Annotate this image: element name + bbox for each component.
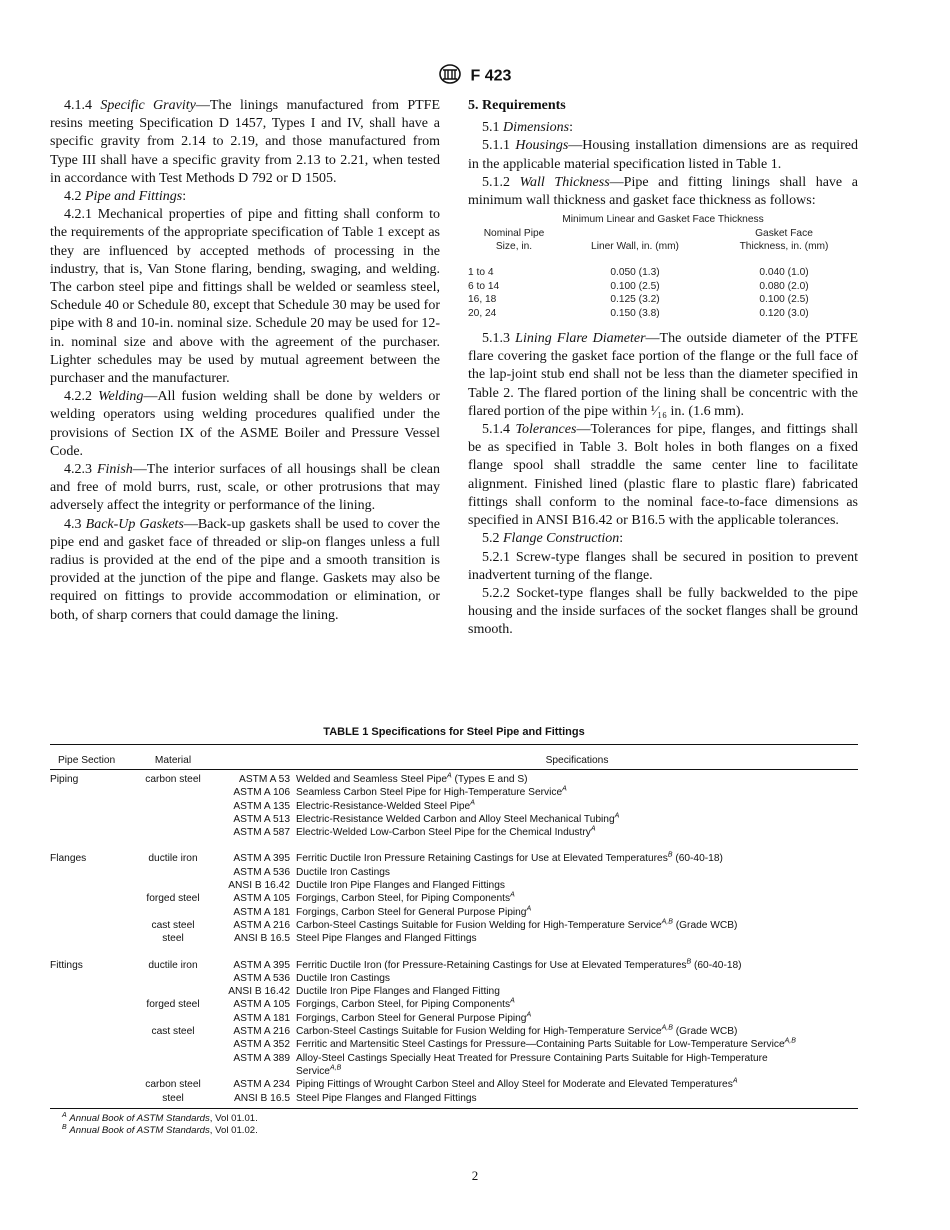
paragraph-5-2-2: 5.2.2 Socket-type flanges shall be fully backwelded to the pipe housing and the inside surfaces of the socket flanges shall be ground smooth. (468, 585, 858, 638)
table-row (50, 786, 858, 799)
spec-description-cell: Alloy-Steel Castings Specially Heat Treated for Pressure Containing Parts Suitable for High-Temperature (296, 1052, 768, 1064)
material-cell (136, 906, 210, 919)
spec-description-cell: Forgings, Carbon Steel for General Purpose Piping$^A$ (296, 1011, 532, 1024)
min-thickness-header-row: Size, in. Liner Wall, in. (mm) Thickness, in. (mm) (495, 241, 829, 253)
table-row (50, 1052, 858, 1065)
spec-code-cell: ASTM A 352 (233, 1039, 290, 1051)
table-row (50, 800, 858, 813)
table-1-header-row (50, 745, 858, 770)
paragraph-4-2-1: 4.2.1 Mechanical properties of pipe and fitting shall conform to the requirements of the appropriate specification of Table 1 except as they are influenced by accepted methods of processing in the industry, that is, Van Stone flaring, bending, swaging, and welding. The carbon steel pipe and fittings shall be welded or seamless steel, Schedule 40 or Schedule 80, except that Schedule 30 may be used for pipe with 8 and 10-in. nominal size. Schedule 20 may be used for 12-in. nominal size and above with the agreement of the purchaser. Lighter schedules may be used by mutual agreement between the purchaser and the manufacturer. (50, 207, 440, 387)
table-row (50, 773, 858, 786)
spec-description-cell: Piping Fittings of Wrought Carbon Steel and Alloy Steel for Moderate and Elevated Temperatures$^A$ (296, 1077, 738, 1091)
table-group (50, 852, 858, 945)
pipe-section-cell: Piping (50, 774, 79, 785)
spec-code-cell: ANSI B 16.42 (228, 986, 290, 998)
spec-code-cell: ASTM A 536 (233, 866, 290, 878)
spec-description-cell: Ferritic Ductile Iron Pressure Retaining Castings for Use at Elevated Temperatures$^B$ (60-40-18) (296, 852, 723, 865)
material-cell (136, 866, 210, 879)
spec-code-cell: ASTM A 105 (233, 893, 290, 905)
spec-code-cell (210, 1065, 296, 1078)
spec-code-cell: ASTM A 135 (233, 800, 290, 812)
table-row (50, 826, 858, 839)
table-group (50, 959, 858, 1105)
paragraph-5-2-1: 5.2.1 Screw-type flanges shall be secured in position to prevent inadvertent turning of the flange. (468, 549, 859, 583)
pipe-section-cell (50, 879, 136, 892)
pipe-section-cell (50, 1038, 136, 1051)
paragraph-5-1-2: 5.1.2 Wall Thickness—Pipe and fitting linings shall have a minimum wall thickness and gasket face thickness as follows: (468, 174, 859, 209)
pipe-section-cell (50, 826, 136, 839)
paragraph-4-2-2: 4.2.2 Welding—All fusion welding shall be done by welders or welding operators using welding procedures qualified under the provisions of Section IX of the ASME Boiler and Pressure Vessel Code. (50, 389, 440, 459)
section-heading: 5. Requirements (468, 98, 566, 113)
spec-code-cell: ASTM A 513 (233, 813, 290, 825)
material-cell: carbon steel (145, 774, 201, 785)
spec-description-cell: Forgings, Carbon Steel, for Piping Components$^A$ (296, 998, 515, 1011)
table-row (50, 919, 858, 932)
spec-description-cell: Ductile Iron Castings (296, 972, 390, 984)
spec-code-cell: ASTM A 216 (233, 919, 290, 931)
pipe-section-cell (50, 972, 136, 985)
min-thickness-header-row: Nominal Pipe Gasket Face (483, 227, 813, 239)
spec-description-cell: Ductile Iron Pipe Flanges and Flanged Fitting (296, 986, 500, 998)
material-cell (136, 786, 210, 799)
paragraph-5-1-4: 5.1.4 Tolerances—Tolerances for pipe, flanges, and fittings shall be as specified in Table 3. Bolt holes in both flanges on a fixed flange spool shall straddle the same center line to facilitate alignment. Finished lined (plastic flare to plastic flare) fabricated fittings shall conform to the nominal face-to-face dimensions as specified in ANSI B16.42 or B16.5 with the applicable tolerances. (468, 422, 859, 529)
pipe-section-cell (50, 1012, 136, 1025)
pipe-section-cell (50, 866, 136, 879)
table-row: 16, 18 0.125 (3.2) 0.100 (2.5) (468, 294, 809, 306)
left-column (50, 97, 440, 625)
spec-description-cell: Electric-Resistance-Welded Steel Pipe$^A$ (296, 799, 475, 812)
material-cell (136, 1052, 210, 1065)
pipe-section-cell (50, 998, 136, 1011)
material-cell (136, 879, 210, 892)
paragraph-5-1-1: 5.1.1 Housings—Housing installation dimensions are as required in the applicable material specification listed in Table 1. (468, 138, 858, 172)
material-cell: steel (162, 933, 184, 945)
table-row (50, 1078, 858, 1091)
spec-code-cell: ASTM A 53 (239, 774, 290, 785)
page-header (0, 64, 950, 89)
table-1-body (50, 770, 858, 1109)
pipe-section-cell (50, 813, 136, 826)
paragraph-4-3: 4.3 Back-Up Gaskets—Back-up gaskets shall be used to cover the pipe end and gasket face of threaded or slip-on flanges unless a full radius is provided at the end of the pipe and a smooth transition is provided at the junction of the pipe and flange. Gaskets may also be required on fittings to provide accommodation or elimination, or both, of sharp corners that could damage the lining. (50, 516, 441, 623)
spec-code-cell: ASTM A 587 (233, 827, 290, 839)
spec-description-cell: Electric-Resistance Welded Carbon and Alloy Steel Mechanical Tubing$^A$ (296, 812, 620, 825)
material-cell (136, 985, 210, 998)
pipe-section-cell (50, 786, 136, 799)
table-row (50, 1038, 858, 1051)
pipe-section-cell (50, 1025, 136, 1038)
paragraph-4-2: 4.2 Pipe and Fittings: (64, 189, 187, 205)
material-cell: ductile iron (148, 853, 198, 865)
table-row (50, 906, 858, 919)
spec-description-cell: Carbon-Steel Castings Suitable for Fusion Welding for High-Temperature Service$^{A,B}$ (Grade WCB) (296, 1024, 738, 1038)
table-row (50, 1092, 858, 1105)
pipe-section-cell: Flanges (50, 853, 87, 865)
spec-description-cell: Steel Pipe Flanges and Flanged Fittings (296, 1092, 477, 1104)
pipe-section-cell (50, 1052, 136, 1065)
material-cell (136, 972, 210, 985)
spec-description-cell: Electric-Welded Low-Carbon Steel Pipe for the Chemical Industry$^A$ (296, 825, 596, 839)
table-row (50, 892, 858, 905)
material-cell: forged steel (146, 999, 200, 1011)
pipe-section-cell: Fittings (50, 959, 83, 971)
pipe-section-cell (50, 919, 136, 932)
spec-code-cell: ASTM A 389 (233, 1052, 290, 1064)
pipe-section-cell (50, 892, 136, 905)
table-row (50, 1012, 858, 1025)
page-number: 2 (471, 1168, 479, 1183)
spec-code-cell: ANSI B 16.42 (228, 880, 290, 892)
spec-description-cell: Forgings, Carbon Steel, for Piping Components$^A$ (296, 891, 515, 905)
pipe-section-cell (50, 985, 136, 998)
pipe-section-cell (50, 932, 136, 945)
astm-logo-icon (439, 64, 461, 89)
paragraph-5-1: 5.1 Dimensions: (482, 120, 574, 136)
spec-description-cell: Service$^{A,B}$ (296, 1064, 342, 1077)
material-cell: cast steel (151, 919, 195, 931)
spec-code-cell: ASTM A 395 (233, 959, 290, 971)
table-1 (50, 726, 858, 1138)
spec-description-cell: Ductile Iron Castings (296, 866, 390, 878)
pipe-section-cell (50, 1065, 136, 1078)
spec-code-cell: ASTM A 234 (233, 1079, 290, 1091)
table-row (50, 852, 858, 865)
table-row: 20, 24 0.150 (3.8) 0.120 (3.0) (468, 307, 809, 319)
material-cell: cast steel (151, 1026, 195, 1038)
paragraph-5-1-3: 5.1.3 Lining Flare Diameter—The outside diameter of the PTFE flare covering the gasket face portion of the flange or the full face of the lap-joint stub end shall not be less than the diameter specified in Table 2. The flared portion of the lining shall be concentric with the flared portion of the pipe within ¹⁄₁₆ in. (1.6 mm). (468, 331, 859, 419)
column-header: Specifications (545, 755, 609, 766)
table-row (50, 866, 858, 879)
spec-code-cell: ANSI B 16.5 (233, 933, 290, 945)
right-column (468, 97, 858, 640)
table-row (50, 959, 858, 972)
paragraph-4-1-4: 4.1.4 Specific Gravity—The linings manufactured from PTFE resins meeting Specification D 1457, Types I and IV, shall have a specific gravity from 2.14 to 2.19, and those manufactured from Type III shall have a specific gravity from 2.13 to 2.21, when tested in accordance with Test Methods D 792 or D 1505. (50, 98, 441, 186)
material-cell: carbon steel (145, 1079, 201, 1091)
spec-description-cell: Welded and Seamless Steel Pipe$^A$ (Types E and S) (296, 772, 528, 785)
table-row: 1 to 4 0.050 (1.3) 0.040 (1.0) (468, 267, 809, 279)
material-cell (136, 813, 210, 826)
material-cell: forged steel (146, 893, 200, 905)
table-row: 6 to 14 0.100 (2.5) 0.080 (2.0) (468, 280, 809, 292)
table-row (50, 879, 858, 892)
table-group (50, 773, 858, 839)
table-row (50, 998, 858, 1011)
material-cell: steel (162, 1092, 184, 1104)
spec-code-cell: ASTM A 536 (233, 972, 290, 984)
spec-description-cell: Forgings, Carbon Steel for General Purpose Piping$^A$ (296, 905, 532, 918)
material-cell (136, 1012, 210, 1025)
spec-description-cell: Carbon-Steel Castings Suitable for Fusion Welding for High-Temperature Service$^{A,B}$ (Grade WCB) (296, 918, 738, 931)
spec-description-cell: Seamless Carbon Steel Pipe for High-Temperature Service$^A$ (296, 785, 567, 799)
pipe-section-cell (50, 1092, 136, 1105)
spec-description-cell: Ductile Iron Pipe Flanges and Flanged Fittings (296, 880, 505, 892)
min-thickness-title: Minimum Linear and Gasket Face Thickness (562, 214, 764, 226)
spec-description-cell: Ferritic and Martensitic Steel Castings for Pressure—Containing Parts Suitable for Low-Temperature Service$^{A,B}$ (296, 1037, 796, 1051)
pipe-section-cell (50, 906, 136, 919)
spec-description-cell: Steel Pipe Flanges and Flanged Fittings (296, 933, 477, 945)
spec-code-cell: ASTM A 105 (233, 999, 290, 1011)
table-1-footnotes (50, 1113, 858, 1138)
min-thickness-table (468, 213, 858, 320)
column-header: Material (154, 755, 192, 766)
material-cell (136, 1038, 210, 1051)
spec-description-cell: Ferritic Ductile Iron (for Pressure-Retaining Castings for Use at Elevated Temperatures$^B$ (60-40-18) (296, 958, 742, 971)
spec-code-cell: ASTM A 216 (233, 1026, 290, 1038)
footnote: $^A$ Annual Book of ASTM Standards, Vol 01.01. (62, 1111, 258, 1124)
material-cell (136, 1065, 210, 1078)
table-row (50, 985, 858, 998)
paragraph-5-2: 5.2 Flange Construction: (482, 531, 624, 547)
spec-code-cell: ASTM A 181 (233, 1012, 290, 1024)
paragraph-4-2-3: 4.2.3 Finish—The interior surfaces of all housings shall be clean and free of mold burrs, rust, scale, or other protrusions that may adversely affect the integrity or performance of the lining. (50, 462, 441, 514)
footnote: $^B$ Annual Book of ASTM Standards, Vol 01.02. (62, 1124, 258, 1137)
pipe-section-cell (50, 1078, 136, 1091)
spec-code-cell: ANSI B 16.5 (233, 1092, 290, 1104)
table-row (50, 813, 858, 826)
spec-code-cell: ASTM A 395 (233, 853, 290, 865)
column-header: Pipe Section (58, 755, 116, 766)
table-row (50, 1025, 858, 1038)
table-row (50, 1065, 858, 1078)
table-row (50, 972, 858, 985)
material-cell: ductile iron (148, 959, 198, 971)
spec-code-cell: ASTM A 106 (233, 787, 290, 799)
pipe-section-cell (50, 800, 136, 813)
table-row (50, 932, 858, 945)
spec-code-cell: ASTM A 181 (233, 906, 290, 918)
material-cell (136, 800, 210, 813)
table-1-caption: TABLE 1 Specifications for Steel Pipe and Fittings (323, 726, 585, 738)
material-cell (136, 826, 210, 839)
document-designation: F 423 (470, 67, 512, 85)
